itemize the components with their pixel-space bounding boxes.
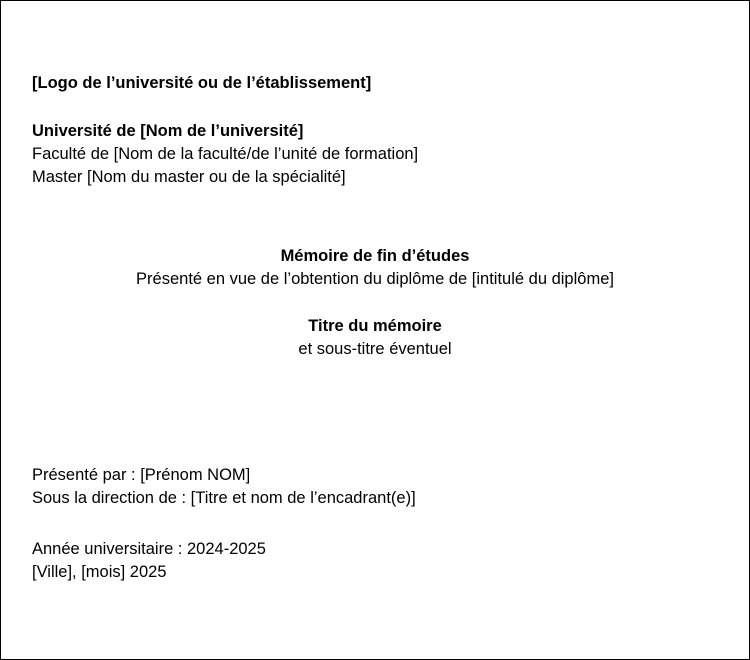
academic-year: Année universitaire : 2024-2025 [32,540,266,558]
faculty-name: Faculté de [Nom de la faculté/de l’unité de formation] [32,145,419,163]
institution-block [32,120,418,189]
master-name: Master [Nom du master ou de la spécialité] [32,168,346,186]
thesis-subtitle: et sous-titre éventuel [298,340,452,358]
supervisor: Sous la direction de : [Titre et nom de l’encadrant(e)] [32,489,416,507]
thesis-type-block [1,245,749,291]
date-block [32,538,266,584]
thesis-type: Mémoire de fin d’études [280,247,470,265]
logo-placeholder-text: [Logo de l’université ou de l’établissement] [32,74,372,92]
author-block [32,464,416,510]
logo-placeholder [32,72,371,95]
thesis-title: Titre du mémoire [308,317,442,335]
thesis-purpose: Présenté en vue de l’obtention du diplôme de [intitulé du diplôme] [136,270,614,288]
thesis-title-block [1,315,749,361]
university-name: Université de [Nom de l’université] [32,122,304,140]
place-date: [Ville], [mois] 2025 [32,563,167,581]
presented-by: Présenté par : [Prénom NOM] [32,466,251,484]
